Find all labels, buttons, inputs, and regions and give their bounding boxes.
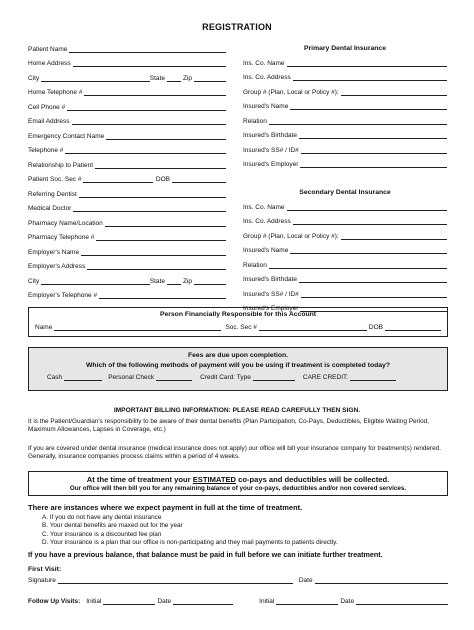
secondary-insurance-row (243, 240, 447, 255)
follow-up-initial-field-1[interactable] (103, 597, 155, 605)
financial-ssn-label: Soc. Sec # (225, 324, 257, 331)
financial-name-field[interactable] (54, 323, 221, 331)
secondary-insurance-row (243, 211, 447, 226)
text-field[interactable] (269, 117, 447, 125)
field-label: Insured's Birthdate (243, 132, 297, 139)
field-label: Home Address (28, 60, 71, 67)
state-field[interactable] (167, 74, 181, 82)
financial-responsible-box (28, 307, 448, 337)
city-field[interactable] (41, 277, 150, 285)
field-label: Home Telephone # (28, 89, 83, 96)
form-row (28, 198, 226, 213)
check-field[interactable] (156, 373, 192, 381)
form-row (28, 140, 226, 155)
signature-date-field[interactable] (315, 576, 448, 584)
text-field[interactable] (341, 88, 447, 96)
text-field[interactable] (301, 290, 447, 298)
city-field[interactable] (41, 74, 150, 82)
follow-up-date-label-2: Date (340, 598, 355, 605)
field-label: City (28, 277, 40, 285)
card-label: Credit Card: Type (200, 374, 251, 381)
field-label: Telephone # (28, 147, 64, 154)
field-label: Group # (Plan, Local or Policy #): (243, 88, 339, 96)
field-label: Ins. Co. Name (243, 203, 285, 211)
primary-insurance-row (243, 154, 447, 169)
form-row (28, 96, 226, 111)
check-label: Personal Check (108, 374, 155, 381)
form-row (28, 111, 226, 126)
field-label: Employer's Name (28, 248, 80, 256)
text-field[interactable] (300, 160, 447, 168)
text-field[interactable] (69, 45, 226, 53)
field-label: Emergency Contact Name (28, 132, 105, 140)
follow-up-initial-label-1: Initial (86, 598, 102, 605)
form-row (28, 285, 226, 300)
form-row (28, 67, 226, 82)
payment-line2: Which of the following methods of payment will you be using if treatment is completed today? (86, 362, 390, 369)
signature-label: Signature (28, 577, 56, 584)
text-field[interactable] (299, 131, 447, 139)
insurance-section (243, 38, 447, 312)
text-field[interactable] (341, 232, 447, 240)
text-field[interactable] (87, 262, 226, 270)
previous-balance-note: If you have a previous balance, that balance must be paid in full before we can initiate further treatment. (28, 550, 383, 559)
text-field[interactable] (287, 203, 447, 211)
text-field[interactable] (95, 161, 226, 169)
billing-paragraph-2: If you are covered under dental insurance (medical insurance does not apply) our office will bill your insurance company for treatment(s) rendered. Generally, insurance companies process claims within a period of 4 weeks. (28, 445, 442, 461)
field-label: Ins. Co. Address (243, 218, 291, 225)
primary-insurance-row (243, 52, 447, 67)
payment-line1: Fees are due upon completion. (187, 352, 289, 359)
zip-label: Zip (182, 277, 192, 285)
signature-field[interactable] (58, 576, 293, 584)
signature-date-label: Date (298, 577, 313, 584)
text-field[interactable] (106, 132, 226, 140)
form-row (28, 241, 226, 256)
field-label: Referring Dentist (28, 190, 77, 198)
field-label: Pharmacy Name/Location (28, 219, 103, 227)
text-field[interactable] (73, 59, 226, 67)
estimate-line2: Our office will then bill you for any remaining balance of your co-pays, deductibles and/or non covered services. (69, 485, 407, 492)
zip-field[interactable] (194, 277, 226, 285)
field-label: Insured's SS# / ID# (243, 290, 299, 298)
primary-insurance-row (243, 96, 447, 111)
instances-heading: There are instances where we expect payment in full at the time of treatment. (28, 503, 303, 512)
zip-field[interactable] (194, 74, 226, 82)
text-field[interactable] (299, 275, 447, 283)
instance-item: A. If you do not have any dental insurance (42, 514, 162, 521)
field-label: City (28, 74, 40, 82)
field-label: Insured's Name (243, 247, 289, 254)
estimate-box (28, 471, 448, 496)
secondary-insurance-heading: Secondary Dental Insurance (299, 189, 391, 196)
field-label: Medical Doctor (28, 205, 72, 212)
text-field[interactable] (99, 291, 226, 299)
instance-item: B. Your dental benefits are maxed out for the year (42, 522, 183, 530)
text-field[interactable] (72, 117, 226, 125)
cash-field[interactable] (64, 373, 102, 381)
primary-insurance-row (243, 67, 447, 82)
field-label: Ins. Co. Address (243, 74, 291, 81)
follow-up-date-field-2[interactable] (356, 597, 448, 605)
dob-label: DOB (155, 176, 170, 183)
form-row (28, 125, 226, 140)
form-row (28, 169, 226, 184)
field-label: Insured's SS# / ID# (243, 146, 299, 154)
field-label: Relation (243, 117, 267, 125)
form-row (28, 270, 226, 285)
instance-item: C. Your insurance is a discounted fee plan (42, 530, 162, 538)
secondary-insurance-row (243, 225, 447, 240)
form-row (28, 82, 226, 97)
text-field[interactable] (73, 204, 226, 212)
instance-item: D. Your insurance is a plan that our office is non-participating and they mail payments to patients directly. (42, 538, 338, 546)
ssn-field[interactable] (83, 175, 152, 183)
text-field[interactable] (290, 246, 447, 254)
text-field[interactable] (79, 190, 226, 198)
secondary-insurance-row (243, 196, 447, 211)
financial-dob-field[interactable] (385, 323, 441, 331)
text-field[interactable] (293, 217, 447, 225)
field-label: Pharmacy Telephone # (28, 234, 95, 241)
follow-up-initial-label-2: Initial (259, 598, 275, 605)
field-label: Relation (243, 261, 267, 269)
text-field[interactable] (269, 261, 447, 269)
form-row (28, 53, 226, 68)
text-field[interactable] (105, 219, 226, 227)
page-title: REGISTRATION (202, 22, 272, 32)
text-field[interactable] (65, 146, 226, 154)
follow-up-label: Follow Up Visits: (28, 598, 81, 605)
financial-ssn-field[interactable] (259, 323, 367, 331)
primary-insurance-row (243, 139, 447, 154)
follow-up-date-label-1: Date (157, 598, 172, 605)
follow-up-date-field-1[interactable] (173, 597, 233, 605)
text-field[interactable] (67, 103, 226, 111)
state-label: State (149, 277, 165, 285)
field-label: Email Address (28, 118, 70, 125)
follow-up-initial-field-2[interactable] (276, 597, 338, 605)
field-label: Insured's Employer (243, 161, 299, 168)
primary-insurance-row (243, 110, 447, 125)
field-label: Patient Name (28, 45, 68, 53)
financial-name-label: Name (35, 324, 53, 331)
state-field[interactable] (167, 277, 181, 285)
field-label: Insured's Birthdate (243, 276, 297, 283)
text-field[interactable] (301, 146, 447, 154)
form-row (28, 256, 226, 271)
card-type-field[interactable] (253, 373, 295, 381)
field-label: Employer's Telephone # (28, 292, 98, 299)
text-field[interactable] (81, 248, 226, 256)
dob-field[interactable] (172, 175, 226, 183)
patient-info-section (28, 38, 226, 299)
primary-insurance-row (243, 125, 447, 140)
secondary-insurance-row (243, 254, 447, 269)
form-row (28, 38, 226, 53)
billing-paragraph-1: It is the Patient/Guardian's responsibility to be aware of their dental benefits (Plan Participation, Co-Pays, Deductibles, Eligible Waiting Period, Maximum Allowances, Lapses in Coverage, etc.) (28, 418, 429, 434)
state-label: State (149, 74, 165, 82)
field-label: Employer's Address (28, 263, 86, 270)
primary-insurance-heading: Primary Dental Insurance (304, 45, 386, 52)
primary-insurance-row (243, 81, 447, 96)
estimate-line1: At the time of treatment your ESTIMATED co-pays and deductibles will be collected. (86, 475, 390, 484)
field-label: Cell Phone # (28, 103, 66, 111)
form-row (28, 154, 226, 169)
zip-label: Zip (182, 74, 192, 82)
text-field[interactable] (84, 88, 226, 96)
field-label: Ins. Co. Name (243, 59, 285, 67)
form-row (28, 227, 226, 242)
payment-box (28, 347, 448, 391)
form-row (28, 183, 226, 198)
field-label: Patient Soc. Sec # (28, 176, 82, 183)
field-label: Group # (Plan, Local or Policy #): (243, 232, 339, 240)
financial-heading: Person Financially Responsible for this Account (159, 311, 317, 318)
secondary-insurance-row (243, 283, 447, 298)
care-credit-label: CARE CREDIT: (302, 374, 349, 381)
text-field[interactable] (287, 59, 447, 67)
cash-label: Cash (47, 374, 63, 381)
form-row (28, 212, 226, 227)
secondary-insurance-row (243, 269, 447, 284)
financial-dob-label: DOB (368, 324, 383, 331)
field-label: Insured's Employer (243, 305, 299, 312)
billing-heading: IMPORTANT BILLING INFORMATION: PLEASE READ CAREFULLY THEN SIGN. (113, 407, 361, 414)
text-field[interactable] (96, 233, 226, 241)
care-credit-field[interactable] (350, 373, 396, 381)
field-label: Insured's Name (243, 103, 289, 110)
field-label: Relationship to Patient (28, 161, 94, 169)
first-visit-label: First Visit: (28, 566, 62, 573)
text-field[interactable] (293, 73, 447, 81)
text-field[interactable] (290, 102, 447, 110)
